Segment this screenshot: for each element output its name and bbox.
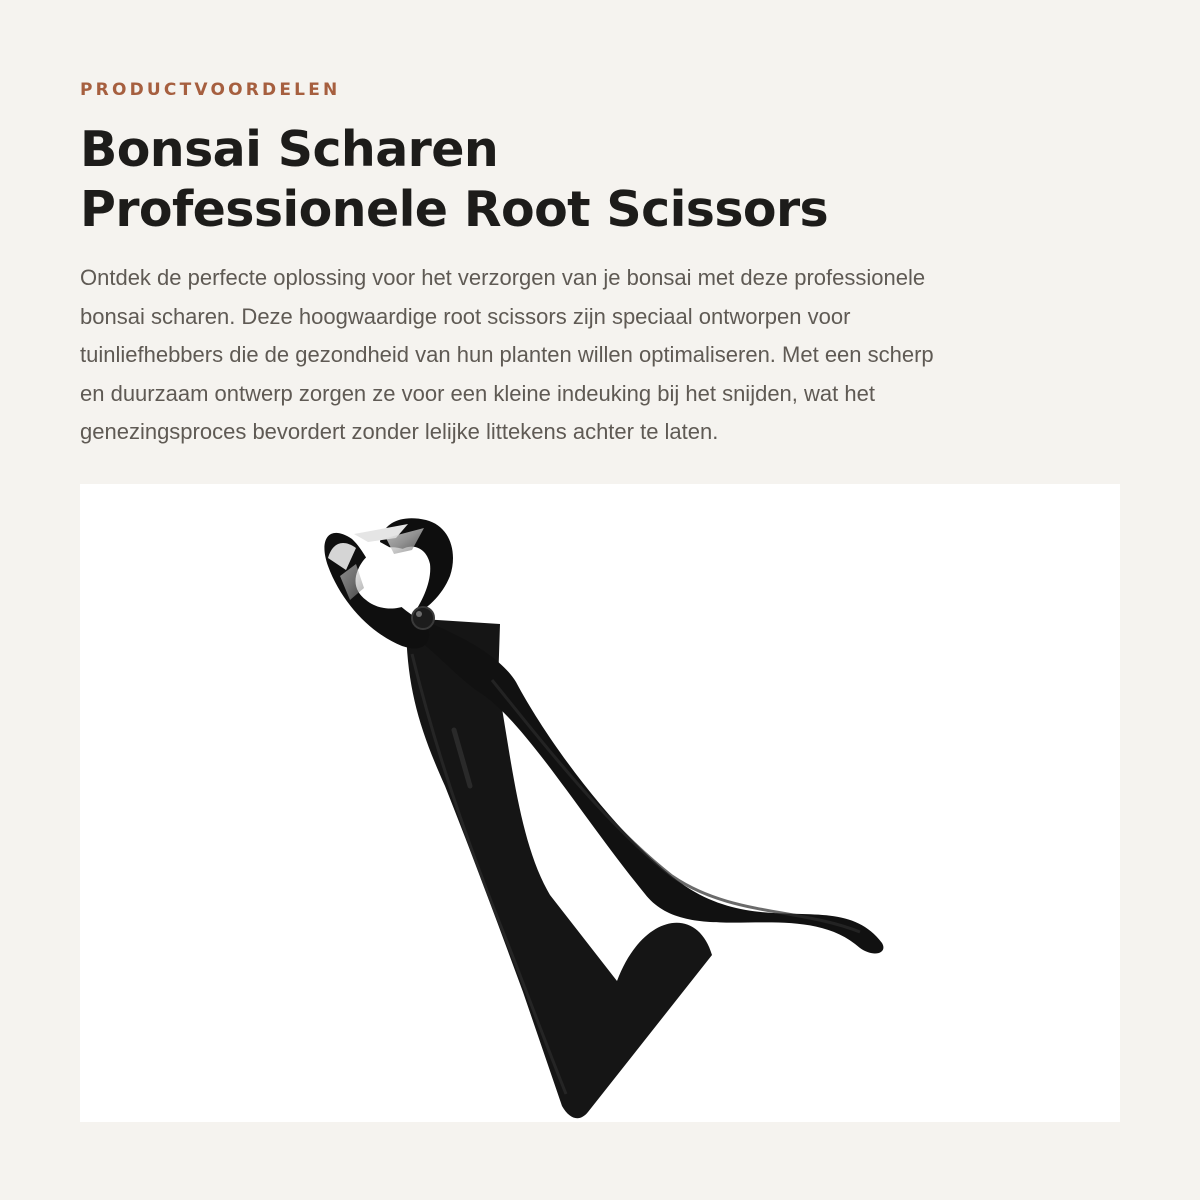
jaw-inner-opening <box>355 547 423 608</box>
product-description <box>80 259 1110 452</box>
page-title-line-1: Bonsai Scharen <box>80 121 499 178</box>
product-image <box>80 484 1120 1122</box>
description-line-1: Ontdek de perfecte oplossing voor het verzorgen van je bonsai met deze professionele <box>80 265 926 290</box>
pivot-rivet <box>412 607 434 629</box>
description-line-3: tuinliefhebbers die de gezondheid van hun planten willen optimaliseren. Met een scherp <box>80 342 934 367</box>
description-line-2: bonsai scharen. Deze hoogwaardige root scissors zijn speciaal ontworpen voor <box>80 303 851 329</box>
left-handle <box>406 618 712 1118</box>
root-cutter-pliers-icon <box>80 484 1120 1122</box>
page-title <box>80 120 828 240</box>
section-eyebrow: PRODUCTVOORDELEN <box>80 80 341 100</box>
description-line-5: genezingsproces bevordert zonder lelijke littekens achter te laten. <box>80 419 719 444</box>
description-line-4: en duurzaam ontwerp zorgen ze voor een kleine indeuking bij het snijden, wat het <box>80 380 875 406</box>
page-title-line-2: Professionele Root Scissors <box>80 181 829 238</box>
